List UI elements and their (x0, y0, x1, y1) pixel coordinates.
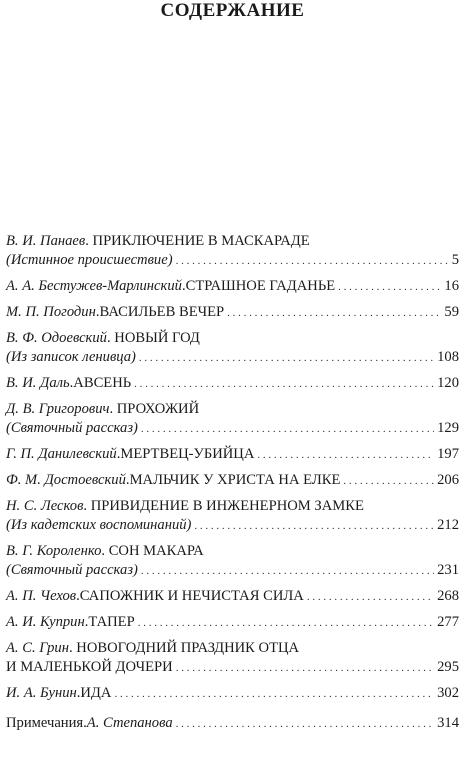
entry-page-number: 277 (437, 614, 459, 630)
entry-separator: . (83, 498, 91, 514)
entry-subtitle: (Святочный рассказ) (6, 562, 138, 578)
entry-page-number: 268 (437, 588, 459, 604)
entry-title-continuation: И МАЛЕНЬКОЙ ДОЧЕРИ (6, 659, 173, 675)
entry-title: АВСЕНЬ (73, 375, 132, 391)
dot-leader (307, 588, 434, 607)
entry-title: НОВОГОДНИЙ ПРАЗДНИК ОТЦА (76, 640, 300, 656)
dot-leader (176, 252, 449, 271)
entry-page-number: 206 (437, 472, 459, 488)
entry-title: ТАПЕР (88, 614, 135, 630)
toc-entry (6, 303, 459, 323)
entry-separator: . (76, 588, 80, 604)
toc-entry (6, 587, 459, 607)
entry-separator: . (106, 330, 115, 346)
entry-page-number: 231 (437, 562, 459, 578)
entry-page-number: 295 (437, 659, 459, 675)
entry-page-number: 197 (437, 446, 459, 462)
entry-page-number: 108 (437, 349, 459, 365)
entry-author: А. А. Бестужев-Марлинский (6, 278, 182, 294)
toc-entry (6, 445, 459, 465)
entry-separator: . (109, 401, 117, 417)
entry-separator: . (84, 614, 89, 630)
toc-entry (6, 684, 459, 704)
entry-title: ПРИКЛЮЧЕНИЕ В МАСКАРАДЕ (92, 233, 310, 249)
entry-author: А. П. Чехов (6, 588, 77, 604)
entry-subtitle: (Истинное происшествие) (6, 252, 173, 268)
dot-leader (257, 446, 434, 465)
entry-author: Д. В. Григорович (6, 401, 110, 417)
entry-title: ПРИВИДЕНИЕ В ИНЖЕНЕРНОМ ЗАМКЕ (90, 498, 364, 514)
entry-title: СТРАШНОЕ ГАДАНЬЕ (185, 278, 336, 294)
entry-page-number: 120 (437, 375, 459, 391)
toc-entry (6, 542, 459, 581)
entry-title: СОН МАКАРА (108, 543, 204, 559)
entry-separator: . (68, 640, 77, 656)
dot-leader (176, 659, 434, 678)
dot-leader (141, 562, 434, 581)
notes-label: Примечания. (6, 715, 87, 731)
entry-title: ВАСИЛЬЕВ ВЕЧЕР (99, 304, 225, 320)
entry-title: ИДА (80, 685, 112, 701)
toc-entry (6, 277, 459, 297)
entry-title: МЕРТВЕЦ-УБИЙЦА (120, 446, 255, 462)
dot-leader (176, 715, 434, 734)
dot-leader (227, 304, 441, 323)
entry-title: ПРОХОЖИЙ (116, 401, 200, 417)
entry-separator: . (85, 233, 93, 249)
entry-title: НОВЫЙ ГОД (114, 330, 200, 346)
entry-page-number: 5 (451, 252, 459, 268)
dot-leader (141, 420, 434, 439)
dot-leader (139, 349, 434, 368)
entry-subtitle: (Святочный рассказ) (6, 420, 138, 436)
entry-subtitle: (Из кадетских воспоминаний) (6, 517, 192, 533)
entry-separator: . (116, 446, 121, 462)
entry-separator: . (101, 543, 109, 559)
entry-author: И. А. Бунин (6, 685, 77, 701)
toc-entry (6, 400, 459, 439)
entry-separator: . (125, 472, 130, 488)
entry-page-number: 129 (437, 420, 459, 436)
entry-subtitle: (Из записок ленивца) (6, 349, 136, 365)
entry-author: А. И. Куприн (6, 614, 85, 630)
entry-author: В. Г. Короленко (6, 543, 102, 559)
entry-author: Ф. М. Достоевский (6, 472, 126, 488)
dot-leader (338, 278, 441, 297)
toc-entry (6, 639, 459, 678)
entry-separator: . (69, 375, 74, 391)
entry-author: А. С. Грин (6, 640, 69, 656)
entry-page-number: 16 (444, 278, 459, 294)
entry-page-number: 59 (444, 304, 459, 320)
entry-separator: . (181, 278, 186, 294)
dot-leader (343, 472, 434, 491)
entry-title: МАЛЬЧИК У ХРИСТА НА ЕЛКЕ (129, 472, 341, 488)
notes-author: А. Степанова (86, 715, 173, 731)
entry-author: В. Ф. Одоевский (6, 330, 107, 346)
table-of-contents (6, 232, 459, 740)
entry-page-number: 212 (437, 517, 459, 533)
entry-author: М. П. Погодин (6, 304, 96, 320)
toc-entry (6, 329, 459, 368)
entry-author: В. И. Даль (6, 375, 70, 391)
toc-entry (6, 232, 459, 271)
toc-entry (6, 497, 459, 536)
toc-entry (6, 613, 459, 633)
dot-leader (134, 375, 434, 394)
dot-leader (194, 517, 434, 536)
entry-separator: . (95, 304, 100, 320)
page-title: СОДЕРЖАНИЕ (160, 0, 305, 21)
entry-author: Г. П. Данилевский (6, 446, 117, 462)
toc-entry (6, 374, 459, 394)
entry-author: В. И. Панаев (6, 233, 86, 249)
entry-title: САПОЖНИК И НЕЧИСТАЯ СИЛА (79, 588, 304, 604)
notes-page-number: 314 (437, 715, 459, 731)
dot-leader (114, 685, 434, 704)
toc-entry (6, 471, 459, 491)
entry-author: Н. С. Лесков (6, 498, 84, 514)
toc-entry-notes (6, 714, 459, 734)
entry-separator: . (76, 685, 81, 701)
dot-leader (138, 614, 434, 633)
entry-page-number: 302 (437, 685, 459, 701)
